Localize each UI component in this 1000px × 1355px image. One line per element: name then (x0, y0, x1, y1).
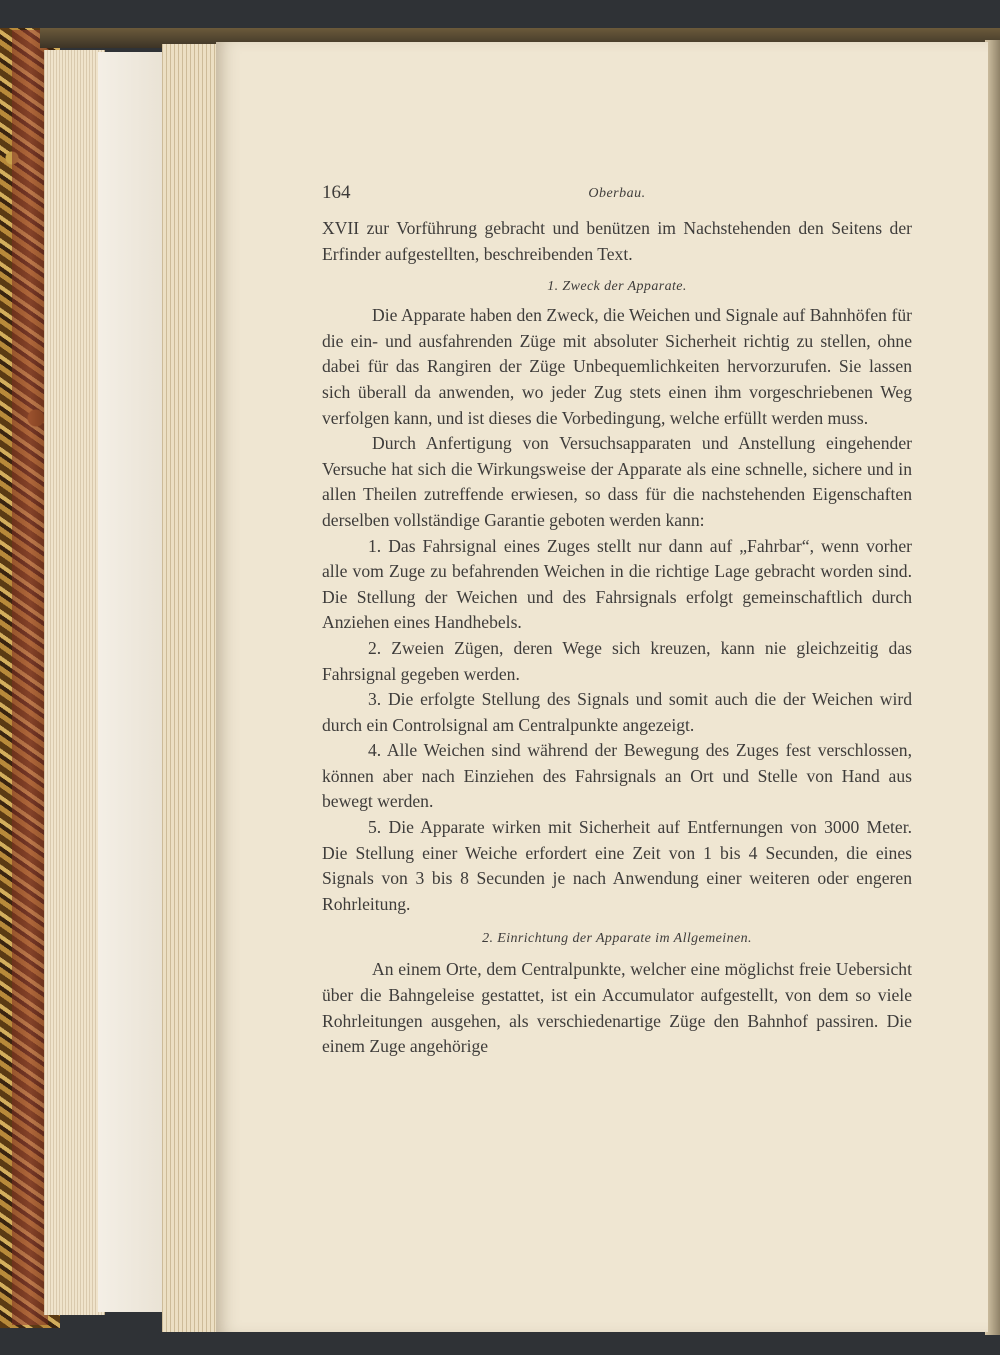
intro-paragraph: XVII zur Vorführung gebracht und benützen im Nachstehenden den Seitens der Erfinder aufgestellten, beschreibenden Text. (322, 218, 912, 264)
gutter-page-stack (162, 44, 218, 1332)
paragraph-setup: An einem Orte, dem Centralpunkte, welcher eine möglichst freie Uebersicht über die Bahngeleise gestattet, ist ein Accumulator aufgestellt, von dem so viele Rohrleitungen ausgehen, als verschiedenartige Züge den Bahnhof passiren. Die einem Zuge angehörige (322, 959, 912, 1057)
list-item: 2. Zweien Zügen, deren Wege sich kreuzen, kann nie gleichzeitig das Fahrsignal gegeben werden. (322, 637, 912, 684)
paragraph-tests: Durch Anfertigung von Versuchsapparaten und Anstellung eingehender Versuche hat sich die Wirkungsweise der Apparate als eine schnelle, sichere und in allen Theilen zutreffende erwiesen, so dass für die nachstehenden Eigenschaften derselben vollständige Garantie geboten werden kann: (322, 433, 912, 530)
left-page-stack (44, 50, 105, 1315)
list-item: 1. Das Fahrsignal eines Zuges stellt nur dann auf „Fahrbar“, wenn vorher alle vom Zuge zu befahrenden Weichen in die richtige Lage gebracht worden sind. Die Stellung der Weichen und des Fahrsignals erfolgt gemeinschaftlich durch Anziehen eines Handhebels. (322, 535, 912, 633)
section-heading-2: 2. Einrichtung der Apparate im Allgemeinen. (482, 931, 752, 947)
running-title: Oberbau. (588, 186, 646, 201)
page-text-block (322, 182, 912, 1060)
book-binding-edge (12, 30, 48, 1325)
paragraph-purpose: Die Apparate haben den Zweck, die Weichen und Signale auf Bahnhöfen für die ein- und ausfahrenden Züge mit absoluter Sicherheit richtig zu stellen, ohne dabei für das Rangiren der Züge Unbequemlichkeiten hervorzurufen. Sie lassen sich überall da anwenden, wo jeder Zug stets einen ihm vorgeschriebenen Weg verfolgen kann, und ist dieses die Vorbedingung, welche erfüllt werden muss. (322, 305, 912, 428)
list-item: 5. Die Apparate wirken mit Sicherheit auf Entfernungen von 3000 Meter. Die Stellung einer Weiche erfordert eine Zeit von 1 bis 4 Secunden, die eines Signals von 3 bis 8 Secunden je nach Anwendung einer weiteren oder engeren Rohrleitung. (322, 817, 912, 914)
page-header (322, 182, 912, 216)
list-item: 3. Die erfolgte Stellung des Signals und somit auch die der Weichen wird durch ein Controlsignal am Centralpunkte angezeigt. (322, 689, 912, 735)
list-item: 4. Alle Weichen sind während der Bewegung des Zuges fest verschlossen, können aber nach Einziehen des Fahrsignals an Ort und Stelle von Hand aus bewegt werden. (322, 740, 912, 812)
left-blank-page (98, 52, 166, 1312)
book-page (216, 42, 988, 1332)
section-heading-1: 1. Zweck der Apparate. (547, 279, 687, 295)
page-number: 164 (322, 182, 351, 203)
